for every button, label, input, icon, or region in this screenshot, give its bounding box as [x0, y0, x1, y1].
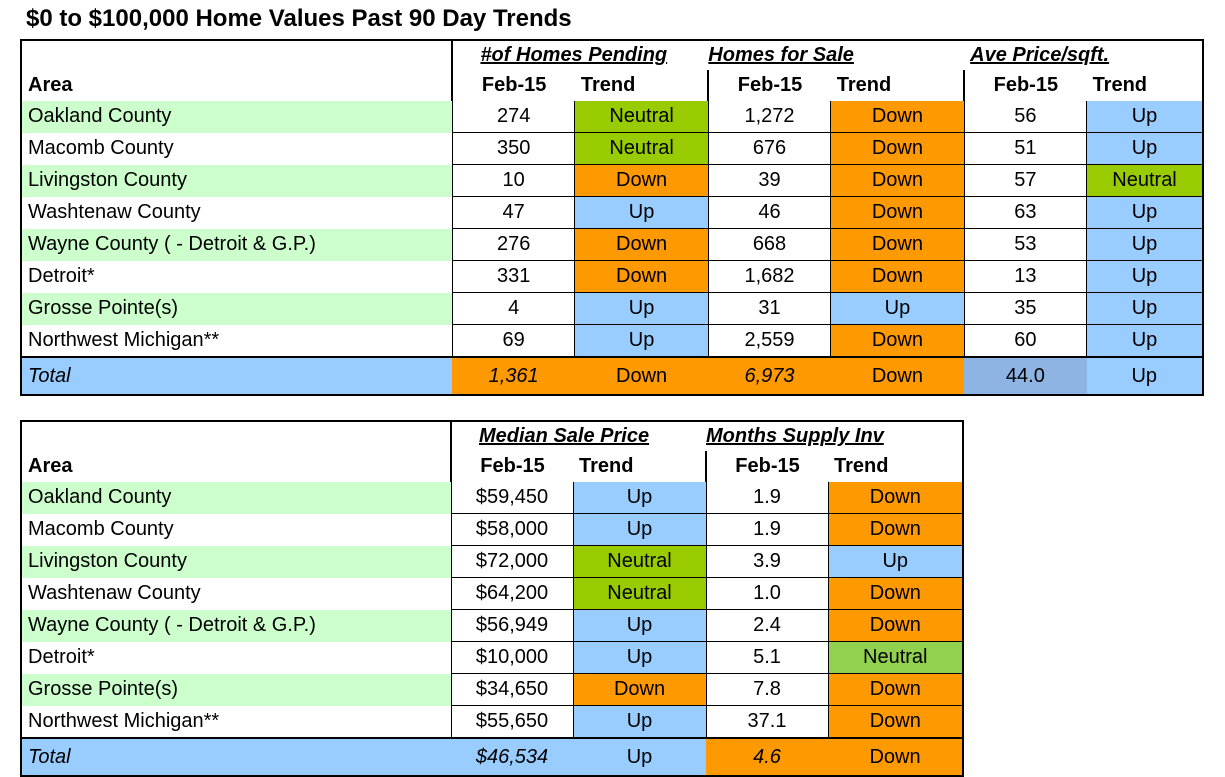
trend-badge: Up: [1087, 197, 1203, 229]
table-row: [21, 514, 963, 546]
trend-badge: Down: [831, 101, 964, 133]
trend-badge: Neutral: [573, 578, 706, 610]
trend-badge: Up: [1087, 133, 1203, 165]
trend-badge: Up: [575, 325, 708, 358]
value-cell: 46: [708, 197, 830, 229]
value-cell: 276: [452, 229, 574, 261]
trend-badge: Down: [828, 514, 963, 546]
value-cell: 51: [964, 133, 1086, 165]
area-name: Washtenaw County: [28, 582, 201, 604]
trend-header: Trend: [580, 74, 636, 96]
value-cell: $59,450: [451, 482, 573, 514]
value-cell: $10,000: [451, 642, 573, 674]
total-value: 4.6: [706, 738, 828, 776]
trend-badge: Down: [573, 674, 706, 706]
total-value: 6,973: [708, 357, 830, 395]
trend-badge: Up: [573, 482, 706, 514]
value-cell: 35: [964, 293, 1086, 325]
trend-badge: Up: [1087, 261, 1203, 293]
area-name: Northwest Michigan**: [28, 709, 220, 732]
trend-badge: Down: [831, 165, 964, 197]
trend-header: Trend: [579, 455, 634, 477]
value-cell: 2,559: [708, 325, 830, 358]
trend-badge: Up: [575, 293, 708, 325]
total-trend: Down: [575, 357, 708, 395]
group-header-median-price: Median Sale Price: [451, 421, 706, 451]
table-row: [21, 674, 963, 706]
page-title: $0 to $100,000 Home Values Past 90 Day Trends: [26, 5, 572, 32]
area-name: Macomb County: [28, 518, 174, 540]
table-row: [21, 706, 963, 739]
total-row: [21, 738, 963, 776]
value-cell: 60: [964, 325, 1086, 358]
value-cell: 10: [452, 165, 574, 197]
total-trend: Down: [831, 357, 964, 395]
total-trend: Up: [573, 738, 706, 776]
table-row: [21, 165, 1203, 197]
trend-badge: Down: [831, 133, 964, 165]
trend-badge: Down: [831, 325, 964, 358]
trend-badge: Down: [828, 578, 963, 610]
group-header-months-supply: Months Supply Inv: [706, 425, 884, 447]
area-name: Grosse Pointe(s): [21, 293, 452, 325]
value-cell: 56: [964, 101, 1086, 133]
trend-badge: Down: [831, 229, 964, 261]
trend-badge: Up: [1087, 229, 1203, 261]
value-cell: 47: [452, 197, 574, 229]
value-cell: 31: [708, 293, 830, 325]
group-header-for-sale: Homes for Sale: [708, 44, 854, 66]
table-row: [21, 610, 963, 642]
area-name: Wayne County ( - Detroit & G.P.): [21, 229, 452, 261]
value-cell: 1.9: [706, 514, 828, 546]
table-row: [21, 578, 963, 610]
value-cell: $58,000: [451, 514, 573, 546]
total-value: $46,534: [451, 738, 573, 776]
value-cell: 63: [964, 197, 1086, 229]
trend-badge: Down: [828, 706, 963, 739]
value-cell: $34,650: [451, 674, 573, 706]
month-header: Feb-15: [706, 451, 828, 482]
trend-header: Trend: [836, 74, 892, 96]
value-cell: $64,200: [451, 578, 573, 610]
value-cell: 1,682: [708, 261, 830, 293]
area-name: Grosse Pointe(s): [21, 674, 451, 706]
group-header-pending: #of Homes Pending: [452, 40, 708, 70]
trend-badge: Up: [1087, 293, 1203, 325]
table-row: [21, 482, 963, 514]
total-trend: Up: [1087, 357, 1203, 395]
table-row: [21, 261, 1203, 293]
trend-header: Trend: [834, 455, 889, 477]
month-header: Feb-15: [452, 70, 574, 101]
area-name: Washtenaw County: [28, 201, 201, 223]
trend-badge: Neutral: [828, 642, 963, 674]
value-cell: 7.8: [706, 674, 828, 706]
trends-table-median-supply: [20, 420, 964, 777]
area-header: Area: [28, 455, 73, 477]
trend-badge: Up: [575, 197, 708, 229]
value-cell: 13: [964, 261, 1086, 293]
trend-badge: Neutral: [1087, 165, 1203, 197]
area-name: Livingston County: [21, 165, 452, 197]
trend-badge: Up: [828, 546, 963, 578]
value-cell: 1.0: [706, 578, 828, 610]
trend-badge: Up: [831, 293, 964, 325]
value-cell: 1.9: [706, 482, 828, 514]
table-row: [21, 133, 1203, 165]
area-name: Macomb County: [28, 137, 174, 159]
trend-badge: Down: [828, 610, 963, 642]
trend-badge: Down: [828, 674, 963, 706]
value-cell: 4: [452, 293, 574, 325]
table-row: [21, 197, 1203, 229]
area-name: Detroit*: [28, 265, 95, 287]
trend-badge: Up: [1087, 101, 1203, 133]
table-row: [21, 325, 1203, 358]
month-header: Feb-15: [708, 70, 830, 101]
area-name: Oakland County: [21, 101, 452, 133]
value-cell: 3.9: [706, 546, 828, 578]
value-cell: $55,650: [451, 706, 573, 739]
value-cell: 668: [708, 229, 830, 261]
value-cell: 53: [964, 229, 1086, 261]
trend-badge: Neutral: [573, 546, 706, 578]
table-row: [21, 642, 963, 674]
value-cell: 676: [708, 133, 830, 165]
trend-badge: Neutral: [575, 101, 708, 133]
area-name: Oakland County: [21, 482, 451, 514]
table-row: [21, 101, 1203, 133]
trend-badge: Down: [575, 229, 708, 261]
total-trend: Down: [828, 738, 963, 776]
area-name: Wayne County ( - Detroit & G.P.): [21, 610, 451, 642]
value-cell: $72,000: [451, 546, 573, 578]
value-cell: 5.1: [706, 642, 828, 674]
total-value: 44.0: [964, 357, 1086, 395]
area-header: Area: [28, 74, 73, 96]
area-name: Detroit*: [28, 646, 95, 668]
value-cell: 39: [708, 165, 830, 197]
value-cell: 331: [452, 261, 574, 293]
table-row: [21, 293, 1203, 325]
trend-header: Trend: [1092, 74, 1148, 96]
area-name: Livingston County: [21, 546, 451, 578]
month-header: Feb-15: [451, 451, 573, 482]
sub-header-row: [21, 70, 1203, 101]
total-row: [21, 357, 1203, 395]
total-label: Total: [21, 357, 452, 395]
table-row: [21, 229, 1203, 261]
table-row: [21, 546, 963, 578]
trend-badge: Up: [573, 706, 706, 739]
sub-header-row: [21, 451, 963, 482]
area-name: Northwest Michigan**: [28, 328, 220, 351]
value-cell: 37.1: [706, 706, 828, 739]
total-value: 1,361: [452, 357, 574, 395]
trend-badge: Down: [575, 165, 708, 197]
trend-badge: Up: [1087, 325, 1203, 358]
group-header-row: [21, 421, 963, 451]
trend-badge: Down: [831, 197, 964, 229]
month-header: Feb-15: [964, 70, 1086, 101]
group-header-row: [21, 40, 1203, 70]
value-cell: 274: [452, 101, 574, 133]
trend-badge: Up: [573, 514, 706, 546]
trend-badge: Down: [575, 261, 708, 293]
value-cell: 1,272: [708, 101, 830, 133]
trend-badge: Down: [828, 482, 963, 514]
value-cell: 2.4: [706, 610, 828, 642]
trend-badge: Up: [573, 610, 706, 642]
value-cell: $56,949: [451, 610, 573, 642]
trends-table-pending-sale-price: [20, 39, 1204, 396]
value-cell: 69: [452, 325, 574, 358]
value-cell: 57: [964, 165, 1086, 197]
trend-badge: Up: [573, 642, 706, 674]
value-cell: 350: [452, 133, 574, 165]
trend-badge: Down: [831, 261, 964, 293]
group-header-price-sqft: Ave Price/sqft.: [970, 44, 1110, 66]
trend-badge: Neutral: [575, 133, 708, 165]
total-label: Total: [21, 738, 451, 776]
